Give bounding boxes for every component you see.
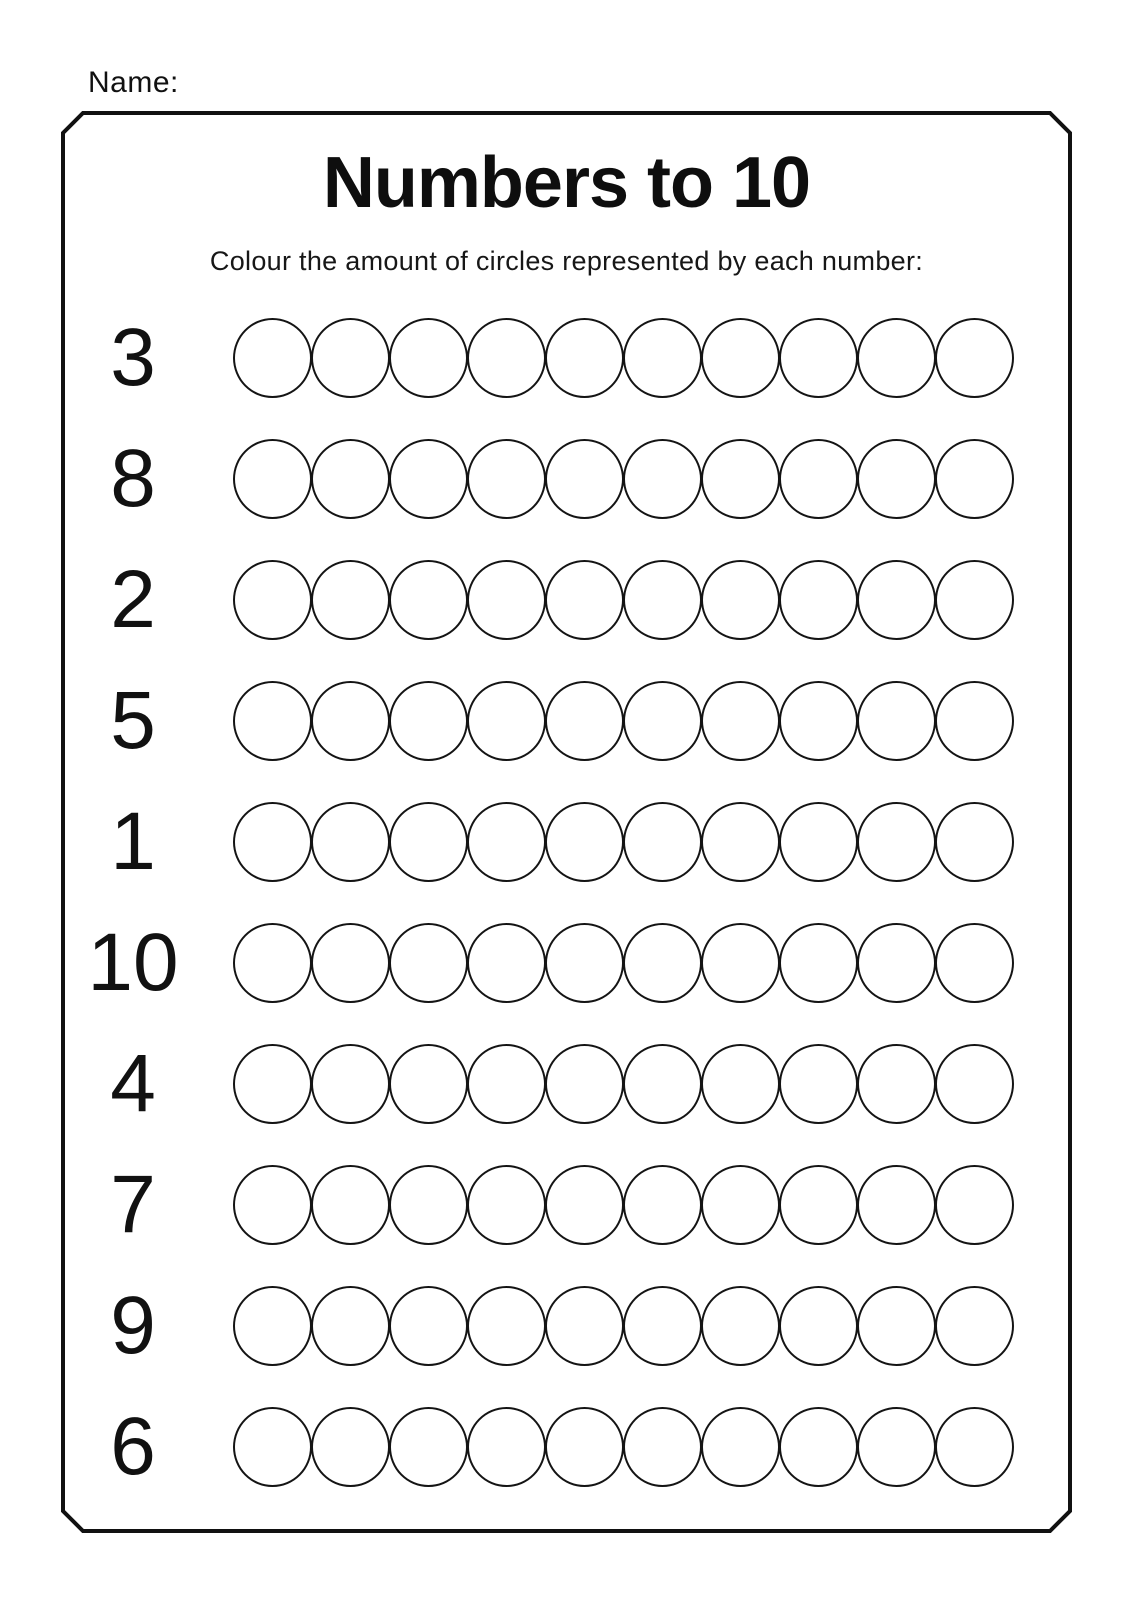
page-title: Numbers to 10 xyxy=(322,143,811,223)
worksheet-row xyxy=(63,1386,1070,1507)
colorable-circle[interactable] xyxy=(623,1407,702,1487)
colorable-circle[interactable] xyxy=(857,560,936,640)
colorable-circle[interactable] xyxy=(857,1407,936,1487)
colorable-circle[interactable] xyxy=(311,318,390,398)
colorable-circle[interactable] xyxy=(857,1286,936,1366)
colorable-circle[interactable] xyxy=(311,1165,390,1245)
colorable-circle[interactable] xyxy=(545,1165,624,1245)
colorable-circle[interactable] xyxy=(623,439,702,519)
worksheet-row xyxy=(63,297,1070,418)
colorable-circle[interactable] xyxy=(935,318,1014,398)
colorable-circle[interactable] xyxy=(467,923,546,1003)
colorable-circle[interactable] xyxy=(545,439,624,519)
colorable-circle[interactable] xyxy=(935,439,1014,519)
colorable-circle[interactable] xyxy=(779,318,858,398)
worksheet-row xyxy=(63,1265,1070,1386)
colorable-circle[interactable] xyxy=(935,1407,1014,1487)
colorable-circle[interactable] xyxy=(701,439,780,519)
row-number-label: 9 xyxy=(110,1279,156,1371)
colorable-circle[interactable] xyxy=(857,802,936,882)
worksheet-row xyxy=(63,660,1070,781)
colorable-circle[interactable] xyxy=(467,1165,546,1245)
colorable-circle[interactable] xyxy=(779,802,858,882)
colorable-circle[interactable] xyxy=(701,1286,780,1366)
colorable-circle[interactable] xyxy=(545,1044,624,1124)
colorable-circle[interactable] xyxy=(389,1044,468,1124)
colorable-circle[interactable] xyxy=(233,1286,312,1366)
colorable-circle[interactable] xyxy=(701,1407,780,1487)
colorable-circle[interactable] xyxy=(857,1044,936,1124)
colorable-circle[interactable] xyxy=(779,560,858,640)
colorable-circle[interactable] xyxy=(233,1044,312,1124)
colorable-circle[interactable] xyxy=(935,1044,1014,1124)
colorable-circle[interactable] xyxy=(779,1165,858,1245)
colorable-circle[interactable] xyxy=(779,1044,858,1124)
colorable-circle[interactable] xyxy=(701,1044,780,1124)
rows xyxy=(63,297,1070,1507)
colorable-circle[interactable] xyxy=(623,1044,702,1124)
row-number-label: 3 xyxy=(110,311,156,403)
colorable-circle[interactable] xyxy=(467,1286,546,1366)
colorable-circle[interactable] xyxy=(545,923,624,1003)
colorable-circle[interactable] xyxy=(233,560,312,640)
colorable-circle[interactable] xyxy=(467,439,546,519)
circle-group xyxy=(233,1407,1013,1487)
circle-group xyxy=(233,923,1013,1003)
colorable-circle[interactable] xyxy=(311,1044,390,1124)
colorable-circle[interactable] xyxy=(311,1286,390,1366)
colorable-circle[interactable] xyxy=(935,802,1014,882)
colorable-circle[interactable] xyxy=(623,681,702,761)
colorable-circle[interactable] xyxy=(311,1407,390,1487)
colorable-circle[interactable] xyxy=(545,802,624,882)
colorable-circle[interactable] xyxy=(545,560,624,640)
colorable-circle[interactable] xyxy=(701,802,780,882)
colorable-circle[interactable] xyxy=(467,1044,546,1124)
colorable-circle[interactable] xyxy=(389,681,468,761)
colorable-circle[interactable] xyxy=(935,1286,1014,1366)
colorable-circle[interactable] xyxy=(701,681,780,761)
worksheet-row xyxy=(63,418,1070,539)
circle-group xyxy=(233,1044,1013,1124)
colorable-circle[interactable] xyxy=(545,318,624,398)
circle-group xyxy=(233,439,1013,519)
colorable-circle[interactable] xyxy=(233,681,312,761)
colorable-circle[interactable] xyxy=(545,1407,624,1487)
colorable-circle[interactable] xyxy=(389,560,468,640)
colorable-circle[interactable] xyxy=(935,923,1014,1003)
row-number-label: 4 xyxy=(110,1037,156,1129)
colorable-circle[interactable] xyxy=(311,681,390,761)
worksheet-row xyxy=(63,781,1070,902)
colorable-circle[interactable] xyxy=(623,560,702,640)
colorable-circle[interactable] xyxy=(233,318,312,398)
colorable-circle[interactable] xyxy=(857,1165,936,1245)
circle-group xyxy=(233,1165,1013,1245)
colorable-circle[interactable] xyxy=(545,1286,624,1366)
colorable-circle[interactable] xyxy=(779,923,858,1003)
colorable-circle[interactable] xyxy=(623,1165,702,1245)
row-number-label: 7 xyxy=(110,1158,156,1250)
colorable-circle[interactable] xyxy=(233,1165,312,1245)
colorable-circle[interactable] xyxy=(467,560,546,640)
colorable-circle[interactable] xyxy=(701,923,780,1003)
colorable-circle[interactable] xyxy=(857,318,936,398)
colorable-circle[interactable] xyxy=(389,439,468,519)
worksheet-row xyxy=(63,1144,1070,1265)
colorable-circle[interactable] xyxy=(311,439,390,519)
colorable-circle[interactable] xyxy=(467,802,546,882)
colorable-circle[interactable] xyxy=(233,923,312,1003)
circle-group xyxy=(233,560,1013,640)
colorable-circle[interactable] xyxy=(545,681,624,761)
colorable-circle[interactable] xyxy=(623,802,702,882)
colorable-circle[interactable] xyxy=(779,681,858,761)
colorable-circle[interactable] xyxy=(311,923,390,1003)
circle-group xyxy=(233,318,1013,398)
colorable-circle[interactable] xyxy=(779,1407,858,1487)
row-number-label: 5 xyxy=(110,674,156,766)
worksheet-row xyxy=(63,902,1070,1023)
colorable-circle[interactable] xyxy=(389,923,468,1003)
colorable-circle[interactable] xyxy=(779,439,858,519)
colorable-circle[interactable] xyxy=(233,1407,312,1487)
colorable-circle[interactable] xyxy=(389,318,468,398)
colorable-circle[interactable] xyxy=(701,318,780,398)
colorable-circle[interactable] xyxy=(935,681,1014,761)
worksheet-row xyxy=(63,539,1070,660)
colorable-circle[interactable] xyxy=(701,1165,780,1245)
colorable-circle[interactable] xyxy=(857,681,936,761)
colorable-circle[interactable] xyxy=(935,1165,1014,1245)
colorable-circle[interactable] xyxy=(467,318,546,398)
row-number-label: 1 xyxy=(110,795,156,887)
circle-group xyxy=(233,1286,1013,1366)
row-number-label: 10 xyxy=(87,916,179,1008)
instruction-text: Colour the amount of circles represented by each number: xyxy=(209,246,924,276)
circle-group xyxy=(233,802,1013,882)
colorable-circle[interactable] xyxy=(311,802,390,882)
colorable-circle[interactable] xyxy=(389,802,468,882)
circle-group xyxy=(233,681,1013,761)
colorable-circle[interactable] xyxy=(857,439,936,519)
colorable-circle[interactable] xyxy=(389,1165,468,1245)
name-label: Name: xyxy=(88,66,179,99)
colorable-circle[interactable] xyxy=(935,560,1014,640)
colorable-circle[interactable] xyxy=(389,1407,468,1487)
colorable-circle[interactable] xyxy=(701,560,780,640)
colorable-circle[interactable] xyxy=(233,802,312,882)
colorable-circle[interactable] xyxy=(233,439,312,519)
row-number-label: 8 xyxy=(110,432,156,524)
colorable-circle[interactable] xyxy=(779,1286,858,1366)
row-number-label: 2 xyxy=(110,553,156,645)
colorable-circle[interactable] xyxy=(623,318,702,398)
colorable-circle[interactable] xyxy=(467,1407,546,1487)
row-number-label: 6 xyxy=(110,1400,156,1492)
colorable-circle[interactable] xyxy=(623,1286,702,1366)
colorable-circle[interactable] xyxy=(311,560,390,640)
colorable-circle[interactable] xyxy=(623,923,702,1003)
colorable-circle[interactable] xyxy=(467,681,546,761)
worksheet-row xyxy=(63,1023,1070,1144)
colorable-circle[interactable] xyxy=(389,1286,468,1366)
colorable-circle[interactable] xyxy=(857,923,936,1003)
